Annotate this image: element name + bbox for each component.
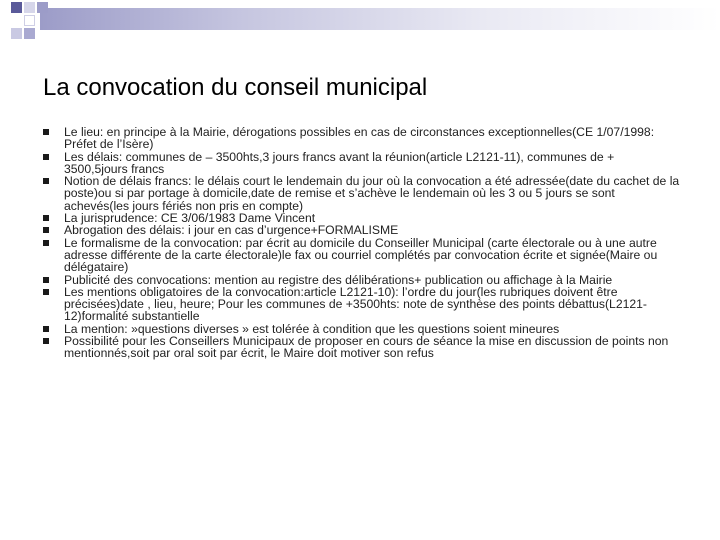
square-bullet-icon [43,240,49,246]
bullet-item [40,335,680,360]
header-decoration [0,0,720,44]
square-bullet-icon [43,154,49,160]
bullet-text: Le lieu: en principe à la Mairie, dérogations possibles en cas de circonstances exceptionnelles(CE 1/07/1998: Préfet de l’Isère) [64,125,655,152]
decor-square [24,15,35,26]
square-bullet-icon [43,129,49,135]
bullet-text: Les délais: communes de – 3500hts,3 jours francs avant la réunion(article L2121-11), communes de + 3500,5jours francs [64,149,615,176]
decor-square [24,28,35,39]
bullet-text: Les mentions obligatoires de la convocation:article L2121-10): l’ordre du jour(les rubriques doivent être précisées)date , lieu, heure; Pour les communes de +3500hts: note de synthèse des points débattus(L2121-12)formalité substantielle [64,284,647,324]
bullet-text: Publicité des convocations: mention au registre des délibérations+ publication ou affichage à la Mairie [64,272,613,287]
decor-square [37,2,48,13]
bullet-text: Abrogation des délais: i jour en cas d’urgence+FORMALISME [64,223,399,238]
bullet-item [40,126,680,151]
bullet-text: La mention: »questions diverses » est tolérée à condition que les questions soient mineures [64,321,560,336]
decor-square [24,2,35,13]
bullet-text: Notion de délais francs: le délais court le lendemain du jour où la convocation a été adressée(date du cachet de la poste)ou si par portage à domicile,date de remise et s’achève le lendemain où les 3 ou 5 jours se sont achevés(les jours fériés non pris en compte) [64,174,680,213]
square-bullet-icon [43,215,49,221]
header-gradient-bar [40,8,720,30]
bullet-text: Le formalisme de la convocation: par écrit au domicile du Conseiller Municipal (carte électorale ou à une autre adresse différente de la carte électorale)le fax ou courriel complétés par convocation écrite et signée(Maire ou délégataire) [64,235,658,275]
bullet-text: La jurisprudence: CE 3/06/1983 Dame Vincent [64,211,316,226]
bullet-item [40,175,680,212]
decor-square [11,28,22,39]
square-bullet-icon [43,326,49,332]
square-bullet-icon [43,277,49,283]
slide-title: La convocation du conseil municipal [43,74,428,101]
bullet-text: Possibilité pour les Conseillers Municipaux de proposer en cours de séance la mise en discussion de points non mentionnés,soit par oral soit par écrit, le Maire doit motiver son refus [64,334,669,361]
bullet-item [40,286,680,323]
bullet-item [40,151,680,176]
square-bullet-icon [43,227,49,233]
square-bullet-icon [43,289,49,295]
bullet-item [40,237,680,274]
decor-square [11,2,22,13]
square-bullet-icon [43,338,49,344]
bullet-list [40,126,680,360]
square-bullet-icon [43,178,49,184]
